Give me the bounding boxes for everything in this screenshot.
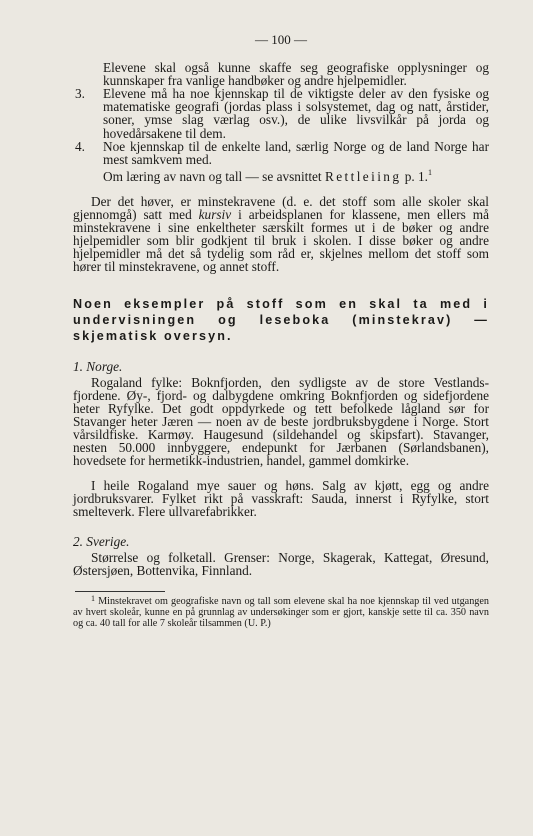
intro-continuation: Elevene skal også kunne skaffe seg geografiske opplysninger og kunnskaper fra vanlige handbøker og andre hjelpemidler. — [103, 60, 489, 89]
page-number: — 100 — — [255, 32, 307, 47]
footnote-text: Minstekravet om geografiske navn og tall som elevene skal ha noe kjennskap til ved utgangen av hvert skoleår, kunne en på grunnlag av undersøkinger som er gjort, kanskje sette til ca. 350 navn og ca. 40 tall for alle 7 skoleår tilsammen (U. P.) — [73, 595, 490, 630]
section-heading: Noen eksempler på stoff som en skal ta med i undervisningen og leseboka (minstekrav) — skjematisk oversyn. — [73, 296, 489, 343]
subsection-title-sverige: 2. Sverige. — [73, 533, 130, 549]
page-content — [73, 33, 489, 629]
rettleiing-spaced: Rettleiing — [324, 168, 402, 184]
footnote-divider — [75, 591, 165, 592]
paragraph-text: i arbeidsplanen for klassene, men ellers må minstekravene i sine enkeltheter særskilt formes ut i de bøker og andre hjelpemidler som blir godkjent til bruk i skolen. I disse bøker og andre hjelpemidler må det så tydelig som råd er, skjelnes mellom det stoff som hører til minstekravene, og annet stoff. — [73, 207, 489, 275]
rettleiing-text: Om læring av navn og tall — se avsnittet — [103, 168, 325, 184]
list-item — [73, 140, 489, 166]
minstekrav-paragraph — [73, 195, 489, 274]
paragraph-text: Der det høver, er minstekravene (d. e. det stoff som alle skoler skal gjennomgå) satt med — [73, 193, 489, 223]
list-item-text: Elevene må ha noe kjennskap til de viktigste deler av den fysiske og matematiske geografi (jordas plass i solsystemet, dag og natt, årstider, soner, ymse slag værlag osv.), de ulike livsvilkår på jorda og hovedårsakene til dem. — [103, 86, 489, 141]
list-item — [73, 87, 489, 139]
rettleiing-reference — [73, 166, 489, 183]
list-item-number: 4. — [75, 138, 85, 154]
footnote-marker: 1 — [428, 167, 432, 177]
norge-paragraph-2: I heile Rogaland mye sauer og høns. Salg av kjøtt, egg og andre jordbruksvarer. Fylket rikt på vasskraft: Sauda, innerst i Ryfylke, stort smelteverk. Flere ullvarefabrikker. — [73, 478, 489, 520]
footnote-number: 1 — [91, 593, 95, 603]
list-item-number: 3. — [75, 86, 85, 102]
kursiv-word: kursiv — [198, 207, 232, 223]
norge-paragraph-1: Rogaland fylke: Boknfjorden, den sydligste av de store Vestlands-fjordene. Øy-, fjord- og dalbygdene omkring Boknfjorden og sidefjordene heter Ryfylke. Det godt oppdyrkede og tett befolkede lågland sør for Stavanger heter Jæren — noen av de beste jordbruksbygdene i Norge. Stort vårsildfiske. Karmøy. Haugesund (sildehandel og skipsfart). Stavanger, nesten 50.000 innbyggere, endepunkt for Jærbanen (Sørlandsbanen), hovedsete for hermetikk-industrien, handel, gammel domkirke. — [73, 374, 489, 469]
list-item-text: Noe kjennskap til de enkelte land, særlig Norge og de land Norge har mest samkvem med. — [103, 138, 489, 167]
footnote — [73, 593, 490, 630]
rettleiing-page: p. 1. — [401, 168, 428, 184]
subsection-title-norge: 1. Norge. — [73, 358, 123, 374]
sverige-paragraph-1: Størrelse og folketall. Grenser: Norge, Skagerak, Kattegat, Øresund, Østersjøen, Bottenvika, Finnland. — [73, 549, 489, 578]
